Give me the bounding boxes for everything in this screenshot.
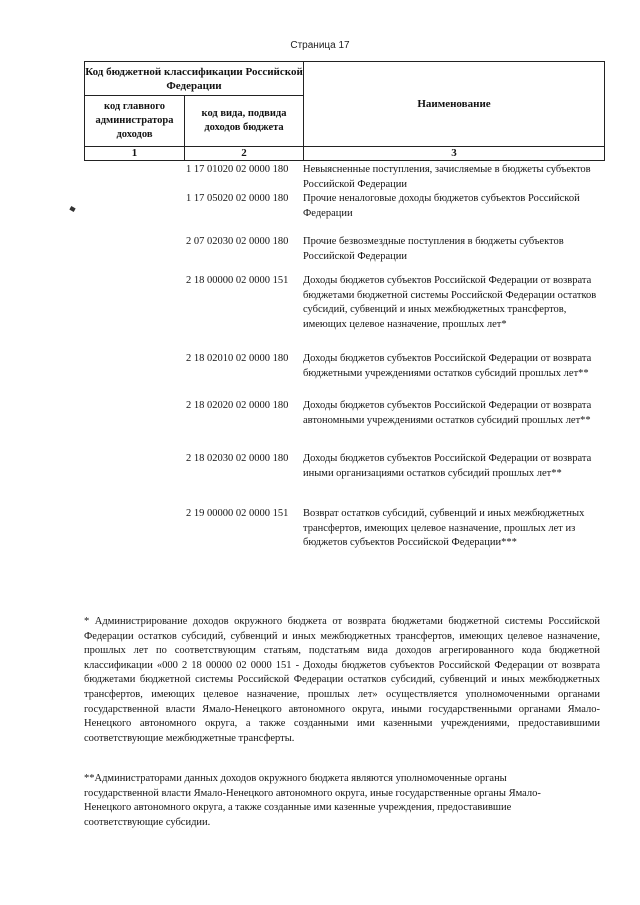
income-name: Прочие безвозмездные поступления в бюджеты субъектов Российской Федерации xyxy=(303,236,564,262)
income-code: 2 18 00000 02 0000 151 xyxy=(186,275,289,286)
income-code: 1 17 05020 02 0000 180 xyxy=(186,193,289,204)
income-code: 2 18 02010 02 0000 180 xyxy=(186,353,289,364)
footnote-single-asterisk: * Администрирование доходов окружного бюджета от возврата бюджетами бюджетной системы Российской Федерации остатков субсидий, субвенций и иных межбюджетных трансфертов, имеющих целевое назначение, прошлых лет по соответствующим статьям, подстатьям вида доходов агрегированного кода бюджетной классификации «000 2 18 00000 02 0000 151 - Доходы бюджетов субъектов Российской Федерации от возврата бюджетами бюджетной системы Российской Федерации остатков субсидий, субвенций и иных межбюджетных трансфертов, имеющих целевое назначение, прошлых лет» осуществляется уполномоченными органами государственной власти Ямало-Ненецкого автономного округа, иными государственными органами Ямало-Ненецкого автономного округа, а также созданными ими казенными учреждениями, предоставившими соответствующие межбюджетные трансферты. xyxy=(84,616,600,744)
header-group-title: Код бюджетной классификации Российской Федерации xyxy=(85,62,304,96)
income-code: 2 18 02020 02 0000 180 xyxy=(186,400,289,411)
page-number: Страница 17 xyxy=(290,40,350,51)
scan-artifact-mark xyxy=(69,206,75,212)
income-code: 1 17 01020 02 0000 180 xyxy=(186,164,289,175)
income-code: 2 07 02030 02 0000 180 xyxy=(186,236,289,247)
header-col-number-1: 1 xyxy=(85,147,185,161)
header-col-number-3: 3 xyxy=(304,147,605,161)
income-name: Доходы бюджетов субъектов Российской Федерации от возврата бюджетами бюджетной системы Российской Федерации остатков субсидий, субвенций и иных межбюджетных трансфертов, имеющих целевое назначение, прошлых лет* xyxy=(303,275,597,330)
footnote-double-asterisk: **Администраторами данных доходов окружного бюджета являются уполномоченные органы государственной власти Ямало-Ненецкого автономного округа, иные государственные органы Ямало-Ненецкого автономного округа, а также созданные ими казенные учреждения, предоставившие соответствующие субсидии. xyxy=(84,773,541,828)
income-name: Доходы бюджетов субъектов Российской Федерации от возврата автономными учреждениями остатков субсидий прошлых лет** xyxy=(303,400,592,426)
income-name: Доходы бюджетов субъектов Российской Федерации от возврата бюджетными учреждениями остатков субсидий прошлых лет** xyxy=(303,353,592,379)
income-name: Возврат остатков субсидий, субвенций и иных межбюджетных трансфертов, имеющих целевое назначение, прошлых лет из бюджетов субъектов Российской Федерации*** xyxy=(303,508,585,548)
income-name: Доходы бюджетов субъектов Российской Федерации от возврата иными организациями остатков субсидий прошлых лет** xyxy=(303,453,592,479)
budget-classification-table-header xyxy=(84,61,605,161)
header-admin-code-column: код главного администратора доходов xyxy=(85,96,185,147)
header-name-column: Наименование xyxy=(304,62,605,147)
header-col-number-2: 2 xyxy=(185,147,304,161)
income-name: Прочие неналоговые доходы бюджетов субъектов Российской Федерации xyxy=(303,193,580,219)
income-name: Невыясненные поступления, зачисляемые в бюджеты субъектов Российской Федерации xyxy=(303,164,591,190)
header-income-code-column: код вида, подвида доходов бюджета xyxy=(185,96,304,147)
income-code: 2 18 02030 02 0000 180 xyxy=(186,453,289,464)
income-code: 2 19 00000 02 0000 151 xyxy=(186,508,289,519)
